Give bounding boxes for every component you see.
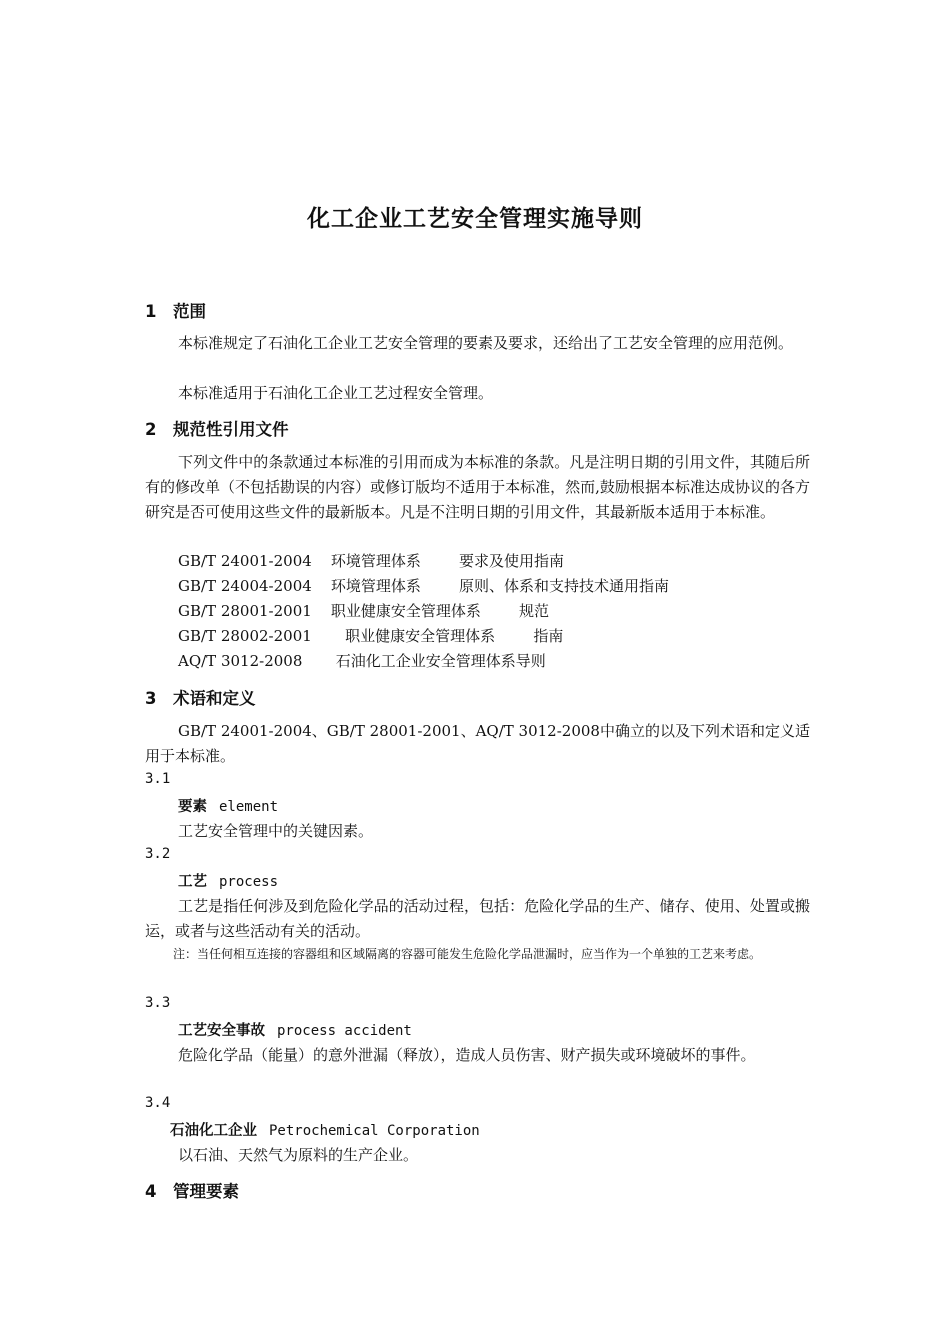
term-number: 3.1: [145, 771, 171, 787]
term-number: 3.3: [145, 995, 171, 1011]
section-number: 1: [145, 302, 157, 321]
term-heading: 要素 element: [178, 799, 279, 815]
section-number: 3: [145, 689, 157, 708]
term-heading: 石油化工企业 Petrochemical Corporation: [170, 1123, 480, 1139]
section-3-heading: [145, 685, 256, 709]
reference-item: GB/T 24004-2004 环境管理体系 原则、体系和支持技术通用指南: [178, 577, 670, 595]
term-definition: 工艺是指任何涉及到危险化学品的活动过程，包括：危险化学品的生产、储存、使用、处置或搬运，或者与这些活动有关的活动。: [145, 897, 810, 940]
term-heading: 工艺 process: [178, 874, 279, 890]
section-title: 范围: [173, 302, 206, 321]
section-1-heading: [145, 298, 206, 322]
section-3-paragraph-1: GB/T 24001-2004、GB/T 28001-2001、AQ/T 3012-2008中确立的以及下列术语和定义适用于本标准。: [145, 722, 810, 765]
term-definition: 危险化学品（能量）的意外泄漏（释放），造成人员伤害、财产损失或环境破坏的事件。: [178, 1046, 756, 1064]
section-number: 4: [145, 1182, 157, 1201]
term-heading: 工艺安全事故 process accident: [178, 1023, 412, 1039]
section-1-paragraph-1: 本标准规定了石油化工企业工艺安全管理的要素及要求，还给出了工艺安全管理的应用范例。: [178, 334, 794, 352]
section-2-heading: [145, 416, 289, 440]
section-1-paragraph-2: 本标准适用于石油化工企业工艺过程安全管理。: [178, 384, 494, 402]
reference-item: AQ/T 3012-2008 石油化工企业安全管理体系导则: [178, 652, 546, 670]
term-number: 3.4: [145, 1095, 171, 1111]
reference-item: GB/T 28002-2001 职业健康安全管理体系 指南: [178, 627, 564, 645]
section-title: 术语和定义: [173, 689, 256, 708]
section-2-paragraph-1: 下列文件中的条款通过本标准的引用而成为本标准的条款。凡是注明日期的引用文件，其随后所有的修改单（不包括勘误的内容）或修订版均不适用于本标准，然而,鼓励根据本标准达成协议的各方研究是否可使用这些文件的最新版本。凡是不注明日期的引用文件，其最新版本适用于本标准。: [145, 453, 810, 521]
term-note: 注：当任何相互连接的容器组和区域隔离的容器可能发生危险化学品泄漏时，应当作为一个单独的工艺来考虑。: [173, 947, 762, 961]
term-definition: 以石油、天然气为原料的生产企业。: [178, 1146, 419, 1164]
section-4-heading: [145, 1178, 239, 1202]
section-number: 2: [145, 420, 157, 439]
term-number: 3.2: [145, 846, 171, 862]
section-title: 管理要素: [173, 1182, 239, 1201]
section-title: 规范性引用文件: [173, 420, 289, 439]
term-definition: 工艺安全管理中的关键因素。: [178, 822, 374, 840]
document-title: 化工企业工艺安全管理实施导则: [307, 206, 643, 232]
reference-item: GB/T 28001-2001 职业健康安全管理体系 规范: [178, 602, 550, 620]
reference-item: GB/T 24001-2004 环境管理体系 要求及使用指南: [178, 552, 565, 570]
